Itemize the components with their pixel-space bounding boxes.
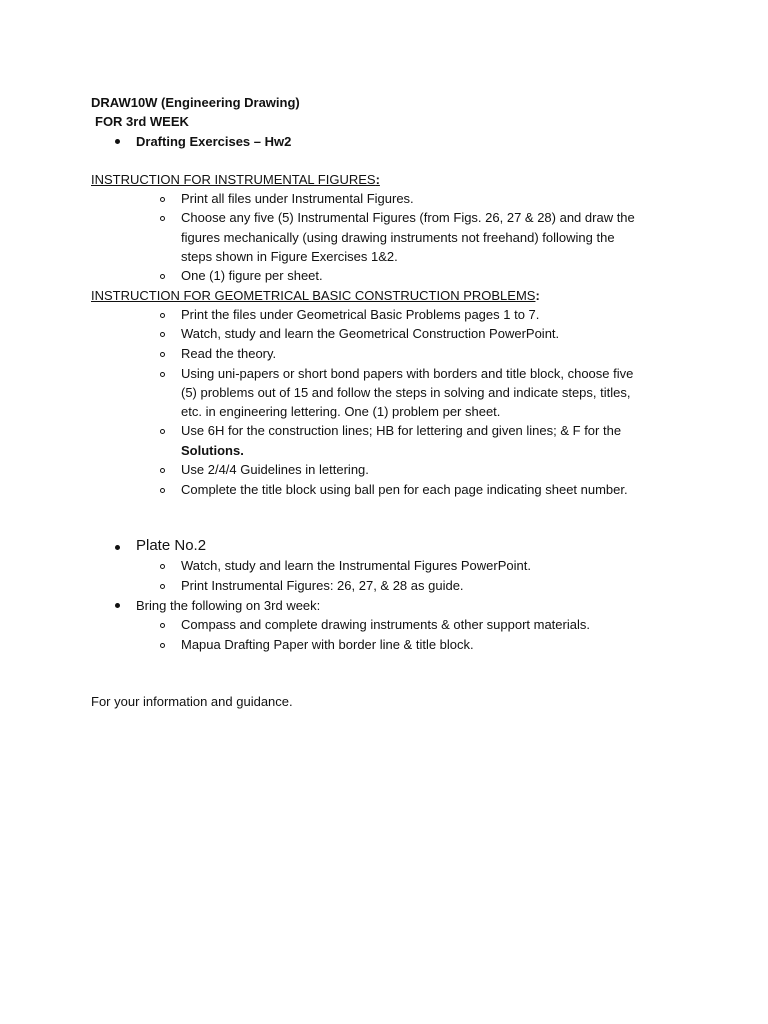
bullet-circle-icon: [160, 274, 165, 279]
bullet-disc-icon: [115, 545, 120, 550]
list-item: Print all files under Instrumental Figures.: [181, 191, 414, 206]
instrumental-heading: [91, 170, 380, 190]
instrumental-heading-colon: :: [375, 172, 380, 187]
list-item: Print Instrumental Figures: 26, 27, & 28 as guide.: [181, 578, 464, 593]
list-item: Using uni-papers or short bond papers with borders and title block, choose five: [181, 366, 634, 381]
list-item-continuation: figures mechanically (using drawing instruments not freehand) following the: [181, 230, 615, 245]
bullet-circle-icon: [160, 488, 165, 493]
course-title: DRAW10W (Engineering Drawing): [91, 95, 300, 110]
list-item: Compass and complete drawing instruments & other support materials.: [181, 617, 590, 632]
bring-title: Bring the following on 3rd week:: [136, 598, 321, 613]
bullet-circle-icon: [160, 468, 165, 473]
bullet-disc-icon: [115, 603, 120, 608]
bullet-circle-icon: [160, 584, 165, 589]
closing-text: For your information and guidance.: [91, 694, 293, 709]
bullet-circle-icon: [160, 352, 165, 357]
list-item-continuation: (5) problems out of 15 and follow the steps in solving and indicate steps, titles,: [181, 385, 631, 400]
list-item: Print the files under Geometrical Basic Problems pages 1 to 7.: [181, 307, 540, 322]
bullet-circle-icon: [160, 372, 165, 377]
bullet-disc-icon: [115, 139, 120, 144]
bullet-circle-icon: [160, 216, 165, 221]
list-item: Choose any five (5) Instrumental Figures (from Figs. 26, 27 & 28) and draw the: [181, 210, 635, 225]
list-item-continuation: steps shown in Figure Exercises 1&2.: [181, 249, 398, 264]
geometrical-heading: [91, 286, 540, 306]
list-item: One (1) figure per sheet.: [181, 268, 323, 283]
list-item: Watch, study and learn the Instrumental Figures PowerPoint.: [181, 558, 531, 573]
plate-title: Plate No.2: [136, 537, 207, 554]
bullet-circle-icon: [160, 429, 165, 434]
bullet-circle-icon: [160, 313, 165, 318]
bullet-circle-icon: [160, 332, 165, 337]
geometrical-heading-text: INSTRUCTION FOR GEOMETRICAL BASIC CONSTRUCTION PROBLEMS: [91, 288, 536, 303]
bullet-circle-icon: [160, 623, 165, 628]
week-label: FOR 3rd WEEK: [95, 114, 189, 129]
list-item: Complete the title block using ball pen for each page indicating sheet number.: [181, 482, 628, 497]
exercise-label: Drafting Exercises – Hw2: [136, 134, 292, 149]
list-item-continuation: Solutions.: [181, 443, 244, 458]
list-item: Use 2/4/4 Guidelines in lettering.: [181, 462, 369, 477]
geometrical-heading-colon: :: [535, 288, 540, 303]
list-item: Watch, study and learn the Geometrical Construction PowerPoint.: [181, 326, 560, 341]
list-item: Mapua Drafting Paper with border line & title block.: [181, 637, 474, 652]
list-item-continuation: etc. in engineering lettering. One (1) problem per sheet.: [181, 404, 501, 419]
bullet-circle-icon: [160, 197, 165, 202]
bullet-circle-icon: [160, 564, 165, 569]
bullet-circle-icon: [160, 643, 165, 648]
instrumental-heading-text: INSTRUCTION FOR INSTRUMENTAL FIGURES: [91, 172, 376, 187]
list-item: Read the theory.: [181, 346, 277, 361]
list-item: Use 6H for the construction lines; HB for lettering and given lines; & F for the: [181, 423, 622, 438]
